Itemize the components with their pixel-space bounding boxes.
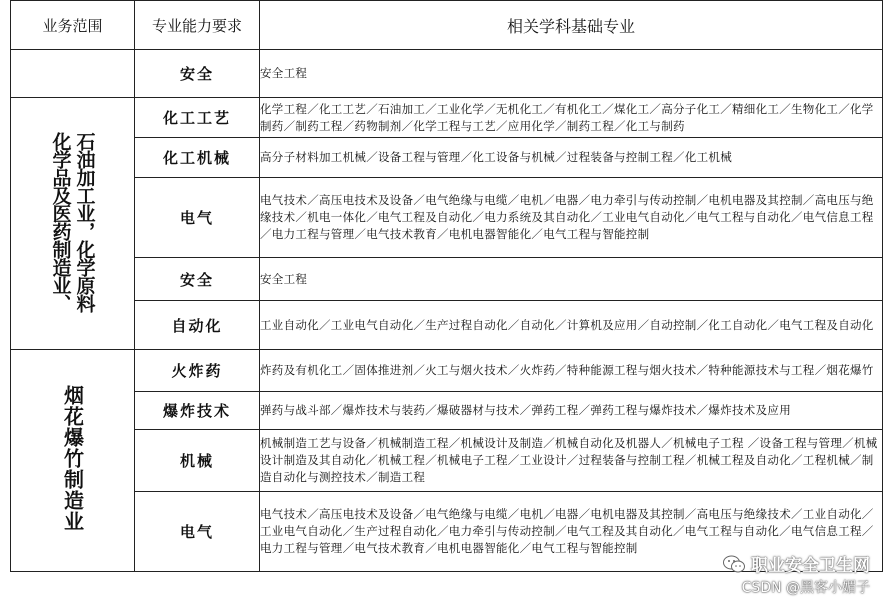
competency-cell: 自动化 [135,301,260,350]
subjects-cell: 电气技术／高压电技术及设备／电气绝缘与电缆／电机／电器／电机电器及其控制／高电压与绝缘技术／工业自动化／工业电气自动化／生产过程自动化／电力牵引与传动控制／电气工程及其自动化／电气工程与自动化／电气信息工程／电力工程与管理／电气技术教育／电机电器智能化／电气工程与智能控制 [260,492,883,572]
header-subjects: 相关学科基础专业 [260,1,883,50]
requirements-table [10,0,883,572]
table-row [11,430,883,492]
competency-cell: 电气 [135,178,260,258]
table-row [11,350,883,392]
subjects-cell: 弹药与战斗部／爆炸技术与装药／爆破器材与技术／弹药工程／弹药工程与爆炸技术／爆炸技术及应用 [260,392,883,430]
competency-cell: 安全 [135,258,260,301]
competency-cell: 电气 [135,492,260,572]
subjects-cell: 安全工程 [260,258,883,301]
subjects-cell: 机械制造工艺与设备／机械制造工程／机械设计及制造／机械自动化及机器人／机械电子工程 ／设备工程与管理／机械设计制造及其自动化／机械工程／机械电子工程／工业设计／过程装备与控制工程／机械工程及自动化／工程机械／制造自动化与测控技术／制造工程 [260,430,883,492]
area-column-text: 化学品及医药制造业、 [49,131,72,312]
subjects-cell: 工业自动化／工业电气自动化／生产过程自动化／自动化／计算机及应用／自动控制／化工自动化／电气工程及自动化 [260,301,883,350]
subjects-cell: 炸药及有机化工／固体推进剂／火工与烟火技术／火炸药／特种能源工程与烟火技术／特种能源技术与工程／烟花爆竹 [260,350,883,392]
watermark [723,551,870,597]
area-cell-empty [11,50,135,98]
table-row [11,301,883,350]
area-cell-chemical [11,98,135,350]
header-business-scope: 业务范围 [11,1,135,50]
watermark-author: CSDN @黑客小媚子 [741,580,870,596]
table-row [11,392,883,430]
area-column-text: 石油加工业，化学原料 [73,131,96,312]
subjects-cell: 化学工程／化工工艺／石油加工／工业化学／无机化工／有机化工／煤化工／高分子化工／精细化工／生物化工／化学制药／制药工程／药物制剂／化学工程与工艺／应用化学／制药工程／化工与制药 [260,98,883,138]
table-row [11,138,883,178]
table-row [11,178,883,258]
area-cell-fireworks [11,350,135,572]
table-row [11,258,883,301]
competency-cell: 化工机械 [135,138,260,178]
competency-cell: 爆炸技术 [135,392,260,430]
competency-cell: 机械 [135,430,260,492]
subjects-cell: 高分子材料加工机械／设备工程与管理／化工设备与机械／过程装备与控制工程／化工机械 [260,138,883,178]
header-row [11,1,883,50]
competency-cell: 安全 [135,50,260,98]
area-column-text: 烟花爆竹制造业 [60,385,85,532]
wechat-icon [723,555,745,573]
table-row [11,98,883,138]
competency-cell: 火炸药 [135,350,260,392]
subjects-cell: 电气技术／高压电技术及设备／电气绝缘与电缆／电机／电器／电力牵引与传动控制／电机电器及其控制／高电压与绝缘技术／机电一体化／电气工程及自动化／电力系统及其自动化／工业电气自动化／电气工程与自动化／电气信息工程／电力工程与管理／电气技术教育／电机电器智能化／电气工程与智能控制 [260,178,883,258]
subjects-cell: 安全工程 [260,50,883,98]
competency-cell: 化工工艺 [135,98,260,138]
watermark-title: 职业安全卫生网 [751,556,870,576]
table-row [11,50,883,98]
header-competency: 专业能力要求 [135,1,260,50]
